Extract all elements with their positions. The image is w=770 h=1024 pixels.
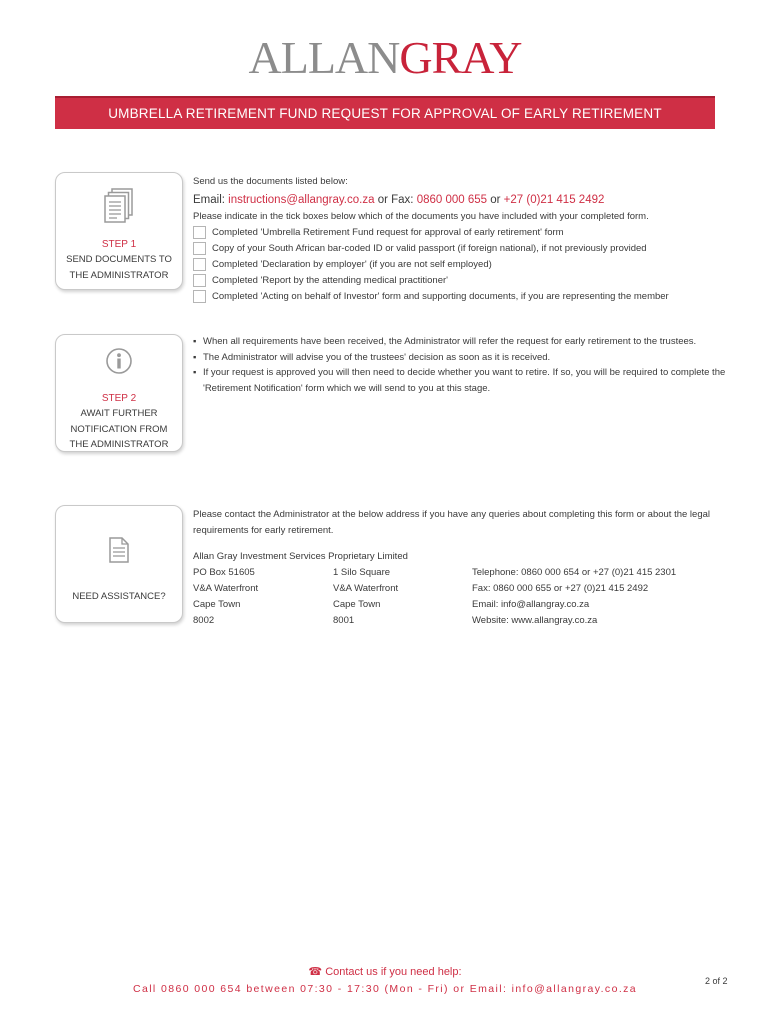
footer-call-text: Call 0860 000 654 between 07:30 - 17:30 (Mon - Fri) or Email: info@allangray.co.za	[132, 983, 638, 995]
assistance-section	[193, 507, 743, 629]
checklist-item-label: Copy of your South African bar-coded ID or valid passport (if foreign national), if not previously provided	[212, 243, 647, 255]
step1-title: STEP 1	[101, 239, 137, 250]
logo-part-gray: GRAY	[399, 32, 522, 83]
form-title: UMBRELLA RETIREMENT FUND REQUEST FOR APPROVAL OF EARLY RETIREMENT	[108, 106, 662, 121]
website-line[interactable]: Website: www.allangray.co.za	[472, 615, 598, 626]
tick-box-instruction: Please indicate in the tick boxes below which of the documents you have included with your completed form.	[193, 211, 649, 222]
checkbox[interactable]	[193, 290, 206, 303]
checkbox[interactable]	[193, 258, 206, 271]
notification-bullets	[193, 334, 733, 396]
send-documents-label: Send us the documents listed below:	[193, 176, 348, 187]
fax-prefix: or Fax:	[374, 194, 417, 206]
checklist-item	[193, 288, 743, 304]
checkbox[interactable]	[193, 274, 206, 287]
step2-desc-line1: AWAIT FURTHER	[80, 408, 158, 419]
step1-desc-line2: THE ADMINISTRATOR	[69, 269, 169, 281]
email-line[interactable]: Email: info@allangray.co.za	[472, 599, 590, 610]
bullet-text: The Administrator will advise you of the trustees' decision as soon as it is received.	[203, 351, 551, 363]
company-name: Allan Gray Investment Services Proprietary Limited	[193, 551, 408, 562]
form-title-banner	[55, 96, 715, 129]
bullet-item: ▪ The Administrator will advise you of the trustees' decision as soon as it is received.	[193, 351, 551, 363]
postal-address	[193, 565, 258, 629]
address-line: V&A Waterfront	[193, 583, 259, 594]
address-line: PO Box 51605	[193, 567, 255, 578]
assistance-card	[55, 505, 183, 623]
address-block	[193, 549, 743, 629]
document-icon	[56, 536, 182, 569]
assistance-text: Please contact the Administrator at the below address if you have any queries about completing this form or about the legal requirements for early retirement.	[193, 509, 710, 536]
step2-desc-line2: NOTIFICATION FROM	[70, 423, 168, 435]
logo-part-allan: ALLAN	[248, 32, 400, 83]
checklist-item-label: Completed 'Report by the attending medical practitioner'	[212, 274, 448, 286]
info-icon	[56, 347, 182, 380]
address-line: V&A Waterfront	[333, 583, 399, 594]
bullet-text: When all requirements have been received, the Administrator will refer the request for early retirement to the trustees.	[203, 336, 697, 347]
step1-card	[55, 172, 183, 290]
address-grid	[193, 565, 743, 629]
documents-checklist	[193, 225, 743, 304]
footer	[0, 964, 770, 998]
checklist-item-label: Completed 'Acting on behalf of Investor' form and supporting documents, if you are representing the member	[212, 290, 669, 302]
notification-section	[193, 334, 733, 396]
address-line: 8002	[193, 615, 215, 626]
step2-desc-line3: THE ADMINISTRATOR	[69, 439, 169, 450]
contact-details	[472, 565, 676, 629]
email-link[interactable]: instructions@allangray.co.za	[228, 194, 375, 206]
checkbox[interactable]	[193, 226, 206, 239]
checklist-item	[193, 257, 743, 273]
checkbox[interactable]	[193, 242, 206, 255]
fax-number-1: 0860 000 655	[416, 194, 488, 206]
bullet-text: If your request is approved you will then need to decide whether you want to retire. If so, you will be required to complete the 'Retirement Notification' form which we will send to you at this stage.	[203, 367, 726, 394]
bullet-item: ▪ When all requirements have been received, the Administrator will refer the request for early retirement to the trustees.	[193, 336, 697, 347]
step2-card	[55, 334, 183, 452]
telephone-line: Telephone: 0860 000 654 or +27 (0)21 415 2301	[472, 567, 677, 578]
checklist-item	[193, 225, 743, 241]
checklist-item-label: Completed 'Declaration by employer' (if you are not self employed)	[212, 258, 492, 270]
email-prefix: Email:	[193, 194, 229, 206]
step1-desc-line1: SEND DOCUMENTS TO	[66, 254, 172, 265]
address-line: 8001	[333, 615, 355, 626]
step2-title: STEP 2	[101, 393, 137, 404]
phone-icon: ☎	[308, 966, 323, 978]
address-line: Cape Town	[333, 599, 381, 610]
assistance-label: NEED ASSISTANCE?	[72, 591, 166, 602]
checklist-item	[193, 241, 743, 257]
address-line: 1 Silo Square	[333, 567, 391, 578]
contact-line	[193, 192, 743, 208]
fax-number-2: +27 (0)21 415 2492	[503, 194, 605, 206]
send-documents-section	[193, 175, 743, 304]
fax-line: Fax: 0860 000 655 or +27 (0)21 415 2492	[472, 583, 649, 594]
footer-help	[0, 964, 770, 980]
documents-icon	[56, 187, 182, 232]
fax-or: or	[487, 194, 504, 206]
checklist-item	[193, 272, 743, 288]
footer-help-text: Contact us if you need help:	[325, 966, 462, 978]
allan-gray-logo	[0, 34, 770, 82]
address-line: Cape Town	[193, 599, 241, 610]
bullet-item: ▪ If your request is approved you will then need to decide whether you want to retire. If so, you will be required to complete the 'Retirement Notification' form which we will send to you at this stage.	[193, 367, 726, 394]
physical-address	[333, 565, 398, 629]
page-number: 2 of 2	[705, 976, 728, 986]
checklist-item-label: Completed 'Umbrella Retirement Fund request for approval of early retirement' form	[212, 227, 564, 239]
